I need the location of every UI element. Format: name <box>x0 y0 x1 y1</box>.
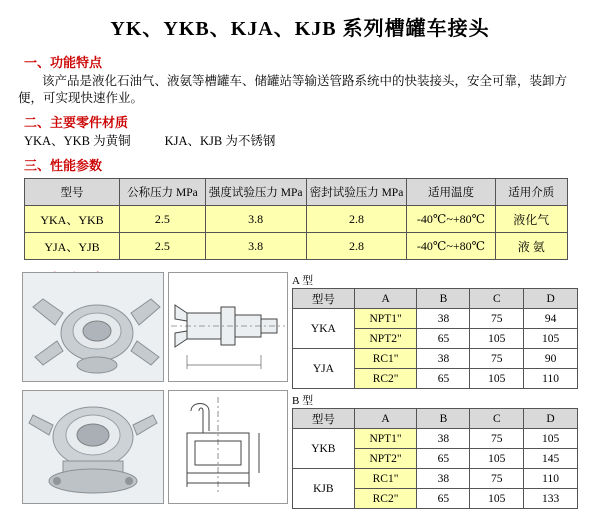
perf-r1-c0: YJA、YJB <box>25 233 120 260</box>
dimension-table-b <box>292 408 578 509</box>
table-row <box>293 469 578 489</box>
dima-r0b-c2: 105 <box>470 329 524 349</box>
perf-r1-c1: 2.5 <box>120 233 206 260</box>
dimb-model-0: YKB <box>293 429 355 469</box>
dimb-r1b-c0: RC2" <box>354 489 417 509</box>
perf-r1-c2: 3.8 <box>205 233 306 260</box>
dimb-th-2: B <box>417 409 470 429</box>
table-row <box>25 233 568 260</box>
dimb-r0a-c1: 38 <box>417 429 470 449</box>
perf-r0-c4: -40℃~+80℃ <box>407 206 495 233</box>
performance-table <box>24 178 568 260</box>
drawing-b-graphic <box>169 391 287 503</box>
dima-r1b-c0: RC2" <box>354 369 417 389</box>
dimb-r0b-c1: 65 <box>417 449 470 469</box>
perf-r0-c5: 液化气 <box>495 206 567 233</box>
dima-th-1: A <box>354 289 417 309</box>
materials-paragraph <box>24 133 600 150</box>
dima-r0b-c0: NPT2" <box>354 329 417 349</box>
perf-th-1: 公称压力 MPa <box>120 179 206 206</box>
dima-r1b-c3: 110 <box>524 369 578 389</box>
dim-a-caption: A 型 <box>292 275 314 287</box>
product-photo-a <box>22 272 164 382</box>
perf-r1-c5: 液 氨 <box>495 233 567 260</box>
dima-model-1: YJA <box>293 349 355 389</box>
dima-r1a-c1: 38 <box>417 349 470 369</box>
table-row <box>293 429 578 449</box>
perf-th-2: 强度试验压力 MPa <box>205 179 306 206</box>
dimb-r0a-c3: 105 <box>524 429 578 449</box>
dimb-r1a-c1: 38 <box>417 469 470 489</box>
perf-r0-c1: 2.5 <box>120 206 206 233</box>
perf-r0-c0: YKA、YKB <box>25 206 120 233</box>
product-photo-b <box>22 390 164 504</box>
dim-b-caption: B 型 <box>292 395 314 407</box>
table-row <box>25 206 568 233</box>
dimb-r0b-c2: 105 <box>470 449 524 469</box>
dimb-r0b-c0: NPT2" <box>354 449 417 469</box>
dimb-r1a-c3: 110 <box>524 469 578 489</box>
section-heading-materials: 二、主要零件材质 <box>24 115 129 130</box>
dima-th-2: B <box>417 289 470 309</box>
section-heading-performance: 三、性能参数 <box>24 158 103 173</box>
performance-table-wrap <box>24 178 600 260</box>
dimb-th-0: 型号 <box>293 409 355 429</box>
dimb-r1b-c2: 105 <box>470 489 524 509</box>
dima-r1a-c3: 90 <box>524 349 578 369</box>
perf-r1-c3: 2.8 <box>306 233 407 260</box>
dimb-r1b-c3: 133 <box>524 489 578 509</box>
perf-th-4: 适用温度 <box>407 179 495 206</box>
dima-model-0: YKA <box>293 309 355 349</box>
table-row <box>293 349 578 369</box>
materials-brass: YKA、YKB 为黄铜 <box>24 134 131 148</box>
photo-a-graphic <box>23 273 163 381</box>
table-header-row <box>293 409 578 429</box>
product-drawing-a <box>168 272 288 382</box>
perf-r0-c3: 2.8 <box>306 206 407 233</box>
page-title: YK、YKB、KJA、KJB 系列槽罐车接头 <box>110 18 490 40</box>
dima-r1b-c1: 65 <box>417 369 470 389</box>
table-header-row <box>293 289 578 309</box>
dimb-th-1: A <box>354 409 417 429</box>
dima-r1b-c2: 105 <box>470 369 524 389</box>
product-drawing-b <box>168 390 288 504</box>
perf-r0-c2: 3.8 <box>205 206 306 233</box>
materials-steel: KJA、KJB 为不锈钢 <box>164 134 276 148</box>
table-header-row <box>25 179 568 206</box>
perf-r1-c4: -40℃~+80℃ <box>407 233 495 260</box>
dima-r0b-c1: 65 <box>417 329 470 349</box>
dima-th-4: D <box>524 289 578 309</box>
dima-r1a-c0: RC1" <box>354 349 417 369</box>
dimb-r1a-c0: RC1" <box>354 469 417 489</box>
dima-th-3: C <box>470 289 524 309</box>
perf-th-5: 适用介质 <box>495 179 567 206</box>
dimb-th-4: D <box>524 409 578 429</box>
dima-r0b-c3: 105 <box>524 329 578 349</box>
photo-b-graphic <box>23 391 163 503</box>
dima-r1a-c2: 75 <box>470 349 524 369</box>
dimb-model-1: KJB <box>293 469 355 509</box>
features-paragraph: 该产品是液化石油气、液氨等槽罐车、储罐站等输送管路系统中的快装接头，安全可靠，装卸方便，可实现快速作业。 <box>18 74 568 105</box>
section-heading-features: 一、功能特点 <box>24 55 103 70</box>
dimb-r0a-c0: NPT1" <box>354 429 417 449</box>
dima-r0a-c3: 94 <box>524 309 578 329</box>
drawing-a-graphic <box>169 273 287 381</box>
perf-th-0: 型号 <box>25 179 120 206</box>
dimb-th-3: C <box>470 409 524 429</box>
dimension-table-a <box>292 288 578 389</box>
perf-th-3: 密封试验压力 MPa <box>306 179 407 206</box>
dima-r0a-c0: NPT1" <box>354 309 417 329</box>
dimb-r1a-c2: 75 <box>470 469 524 489</box>
dima-r0a-c1: 38 <box>417 309 470 329</box>
table-row <box>293 309 578 329</box>
dima-r0a-c2: 75 <box>470 309 524 329</box>
dimb-r1b-c1: 65 <box>417 489 470 509</box>
dimb-r0a-c2: 75 <box>470 429 524 449</box>
dima-th-0: 型号 <box>293 289 355 309</box>
dimb-r0b-c3: 145 <box>524 449 578 469</box>
